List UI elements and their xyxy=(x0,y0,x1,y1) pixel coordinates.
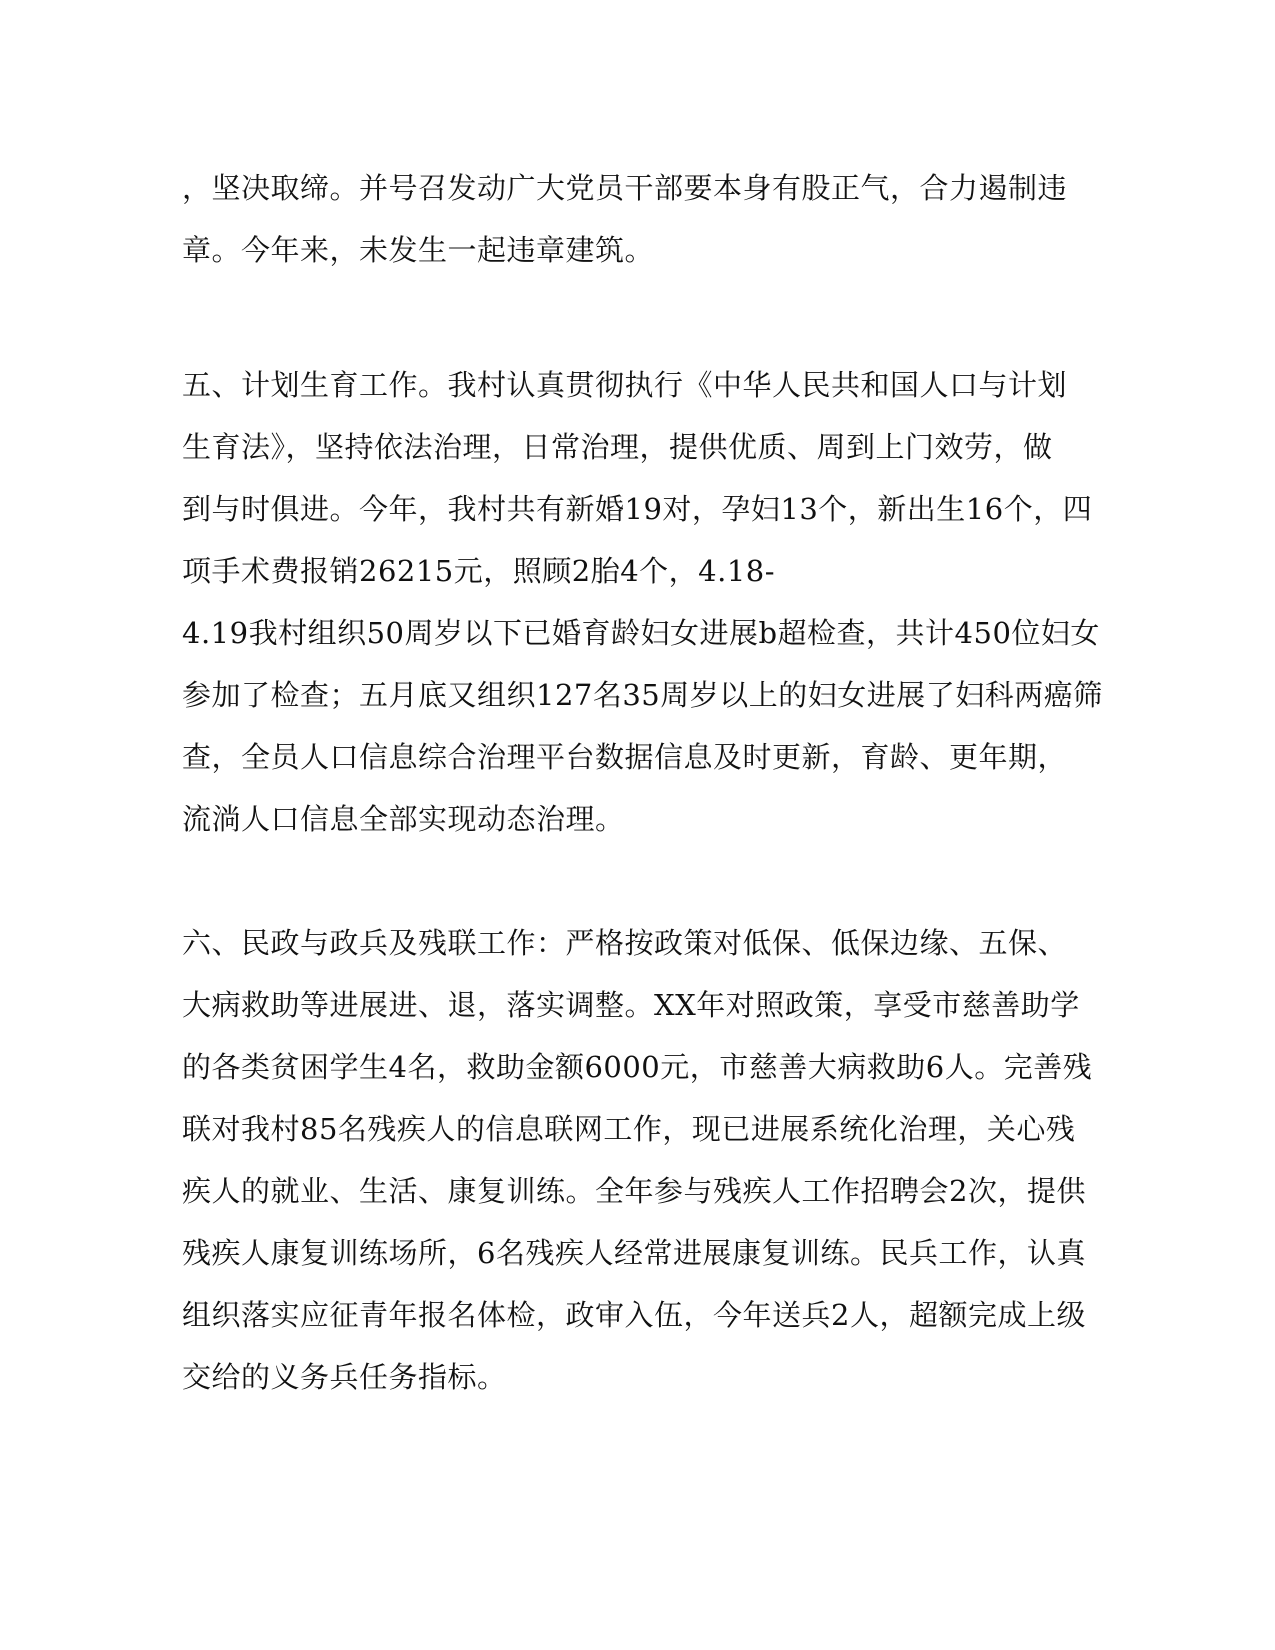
text-line: 组织落实应征青年报名体检，政审入伍，今年送兵2人，超额完成上级 xyxy=(182,1298,1086,1332)
paragraph-family-planning xyxy=(182,354,1103,850)
text-line: 大病救助等进展进、退，落实调整。XX年对照政策，享受市慈善助学 xyxy=(182,988,1080,1022)
text-line: 到与时俱进。今年，我村共有新婚19对，孕妇13个，新出生16个，四 xyxy=(182,492,1093,526)
text-line: 项手术费报销26215元，照顾2胎4个，4.18- xyxy=(182,554,776,588)
text-line: 残疾人康复训练场所，6名残疾人经常进展康复训练。民兵工作，认真 xyxy=(182,1236,1086,1270)
text-line: 的各类贫困学生4名，救助金额6000元，市慈善大病救助6人。完善残 xyxy=(182,1050,1093,1084)
paragraph-illegal-construction xyxy=(182,157,1082,281)
text-line: 交给的义务兵任务指标。 xyxy=(182,1360,507,1394)
text-line: 五、计划生育工作。我村认真贯彻执行《中华人民共和国人口与计划 xyxy=(182,368,1068,402)
text-line: 4.19我村组织50周岁以下已婚育龄妇女进展b超检查，共计450位妇女 xyxy=(182,616,1100,650)
text-line: 联对我村85名残疾人的信息联网工作，现已进展系统化治理，关心残 xyxy=(182,1112,1076,1146)
text-line: 查，全员人口信息综合治理平台数据信息及时更新，育龄、更年期， xyxy=(182,740,1068,774)
paragraph-civil-affairs xyxy=(182,912,1093,1408)
text-line: 生育法》，坚持依法治理，日常治理，提供优质、周到上门效劳，做 xyxy=(182,430,1053,464)
text-line: 六、民政与政兵及残联工作：严格按政策对低保、低保边缘、五保、 xyxy=(182,926,1068,960)
text-line: 章。今年来，未发生一起违章建筑。 xyxy=(182,233,655,267)
text-line: 参加了检查；五月底又组织127名35周岁以上的妇女进展了妇科两癌筛 xyxy=(182,678,1103,712)
text-line: 疾人的就业、生活、康复训练。全年参与残疾人工作招聘会2次，提供 xyxy=(182,1174,1086,1208)
text-line: 流淌人口信息全部实现动态治理。 xyxy=(182,802,625,836)
text-line: ，坚决取缔。并号召发动广大党员干部要本身有股正气，合力遏制违 xyxy=(182,171,1068,205)
